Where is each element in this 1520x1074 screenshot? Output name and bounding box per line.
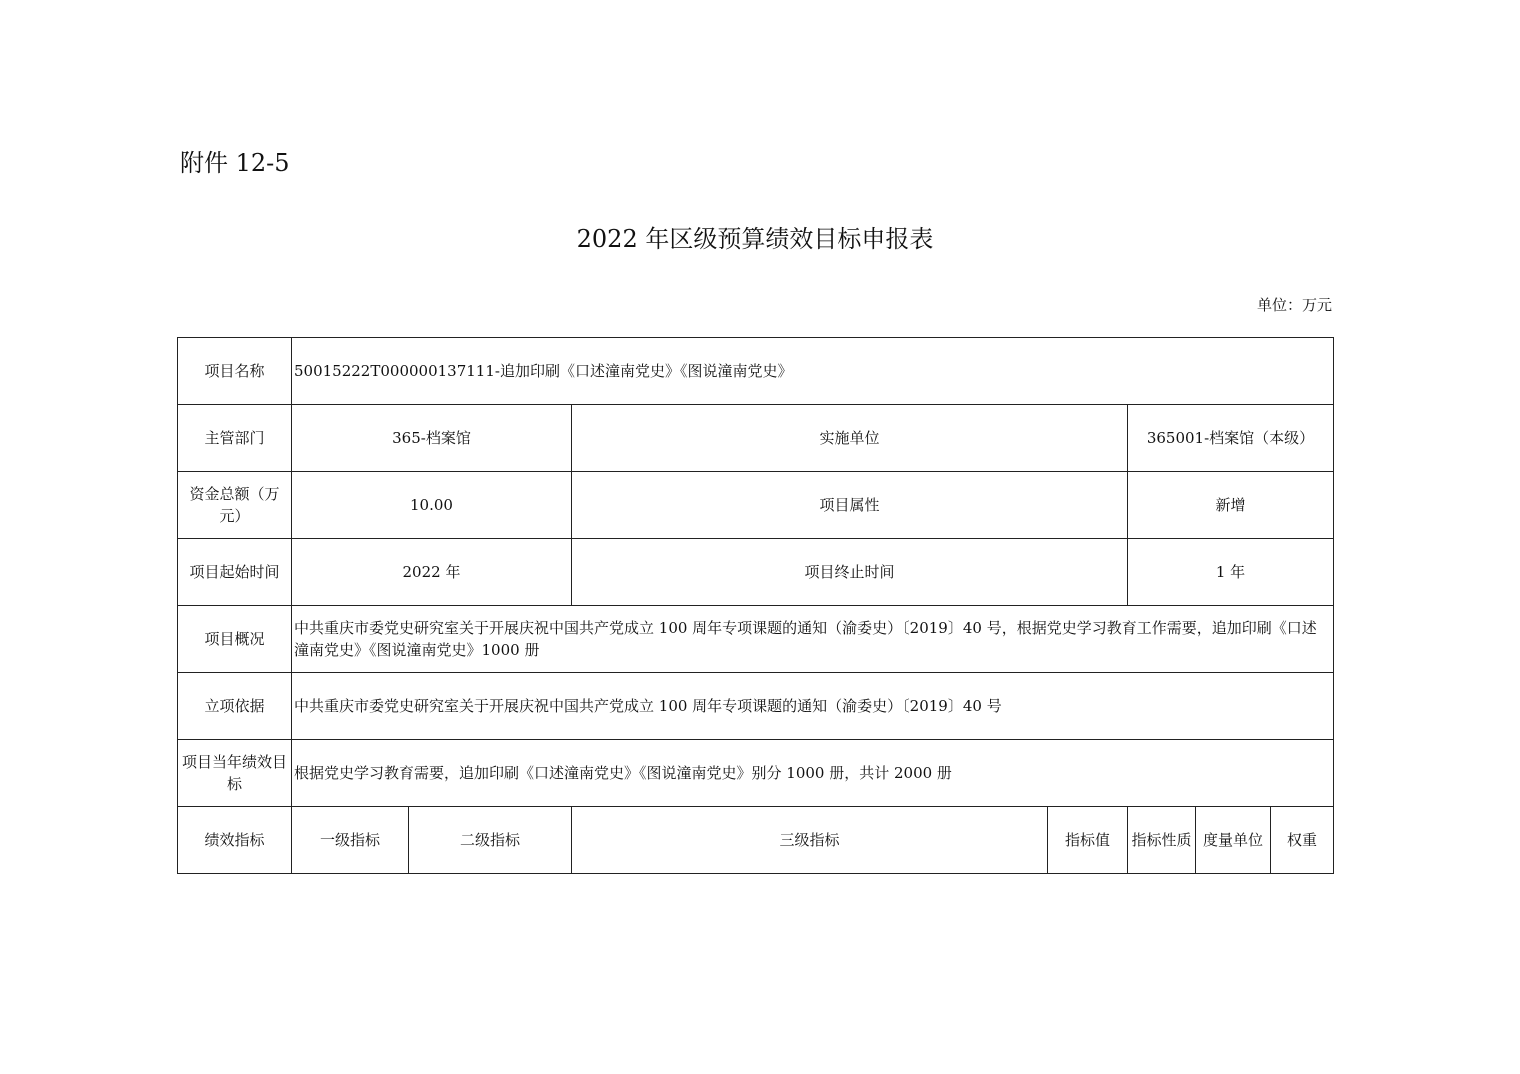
attr-label: 项目属性	[572, 472, 1128, 539]
row-indicators	[178, 807, 1334, 874]
indicator-col-unit: 度量单位	[1196, 807, 1271, 874]
dept-value: 365-档案馆	[292, 405, 572, 472]
attachment-number: 附件 12-5	[180, 149, 290, 177]
attr-value: 新增	[1128, 472, 1334, 539]
dept-label: 主管部门	[178, 405, 292, 472]
start-label: 项目起始时间	[178, 539, 292, 606]
indicator-col-value: 指标值	[1048, 807, 1128, 874]
row-basis	[178, 673, 1334, 740]
start-value: 2022 年	[292, 539, 572, 606]
end-value: 1 年	[1128, 539, 1334, 606]
goal-label: 项目当年绩效目标	[178, 740, 292, 807]
impl-unit-value: 365001-档案馆（本级）	[1128, 405, 1334, 472]
indicator-col-level3: 三级指标	[572, 807, 1048, 874]
indicator-col-level1: 一级指标	[292, 807, 409, 874]
row-overview	[178, 606, 1334, 673]
project-name-value: 50015222T000000137111-追加印刷《口述潼南党史》《图说潼南党史》	[292, 338, 1334, 405]
funds-label: 资金总额（万元）	[178, 472, 292, 539]
indicator-col-nature: 指标性质	[1128, 807, 1196, 874]
currency-unit: 单位：万元	[1256, 296, 1332, 314]
goal-value: 根据党史学习教育需要，追加印刷《口述潼南党史》《图说潼南党史》别分 1000 册，共计 2000 册	[292, 740, 1334, 807]
funds-value: 10.00	[292, 472, 572, 539]
row-department	[178, 405, 1334, 472]
form-title: 2022 年区级预算绩效目标申报表	[576, 225, 934, 253]
overview-value: 中共重庆市委党史研究室关于开展庆祝中国共产党成立 100 周年专项课题的通知（渝委史）〔2019〕40 号，根据党史学习教育工作需要，追加印刷《口述潼南党史》《图说潼南党史》1000 册	[292, 606, 1334, 673]
impl-unit-label: 实施单位	[572, 405, 1128, 472]
row-funds	[178, 472, 1334, 539]
overview-label: 项目概况	[178, 606, 292, 673]
row-period	[178, 539, 1334, 606]
indicator-col-level2: 二级指标	[409, 807, 572, 874]
basis-value: 中共重庆市委党史研究室关于开展庆祝中国共产党成立 100 周年专项课题的通知（渝委史）〔2019〕40 号	[292, 673, 1334, 740]
row-goal	[178, 740, 1334, 807]
project-name-label: 项目名称	[178, 338, 292, 405]
indicator-col-weight: 权重	[1271, 807, 1334, 874]
indicators-label: 绩效指标	[178, 807, 292, 874]
end-label: 项目终止时间	[572, 539, 1128, 606]
basis-label: 立项依据	[178, 673, 292, 740]
row-project-name	[178, 338, 1334, 405]
budget-performance-table	[177, 337, 1334, 874]
